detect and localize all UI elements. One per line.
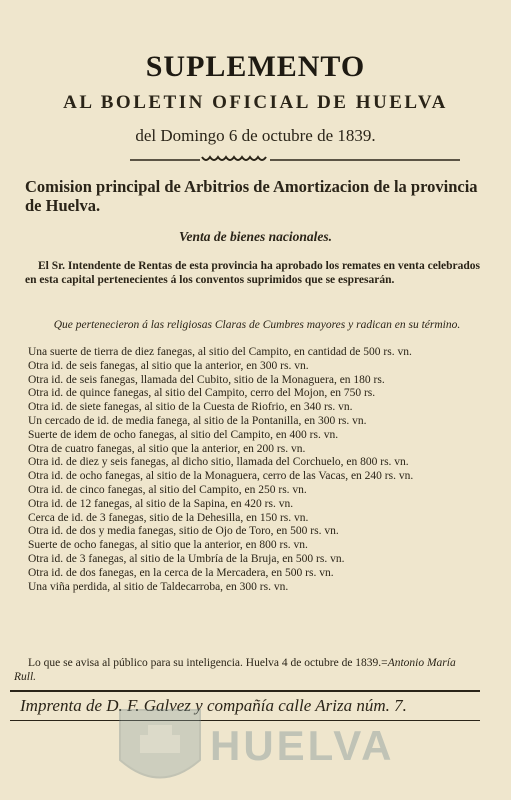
list-item: Otra id. de dos fanegas, en la cerca de la Mercadera, en 500 rs. vn. [28, 566, 334, 579]
list-item: Otra id. de 3 fanegas, al sitio de la Umbría de la Bruja, en 500 rs. vn. [28, 552, 345, 565]
list-item: Otra id. de cinco fanegas, al sitio del Campito, en 250 rs. vn. [28, 483, 307, 496]
closing-paragraph [14, 656, 474, 684]
sale-heading: Venta de bienes nacionales. [178, 229, 332, 244]
list-item: Otra id. de siete fanegas, al sitio de la Cuesta de Riofrio, en 340 rs. vn. [28, 401, 353, 414]
list-item: Otra id. de seis fanegas, al sitio que la anterior, en 300 rs. vn. [28, 359, 309, 372]
list-item: Una viña perdida, al sitio de Taldecarroba, en 300 rs. vn. [28, 580, 289, 593]
divider-rule [10, 690, 480, 692]
signature: Antonio María Rull. [14, 657, 456, 683]
ornament-divider [130, 154, 460, 166]
commission-heading: Comision principal de Arbitrios de Amortizacion de la provincia de Huelva. [25, 177, 478, 215]
list-item: Otra de cuatro fanegas, al sitio que la anterior, en 200 rs. vn. [28, 442, 306, 455]
convent-heading: Que pertenecieron á las religiosas Claras de Cumbres mayores y radican en su término. [53, 319, 461, 331]
closing-text: Lo que se avisa al público para su inteligencia. Huelva 4 de octubre de 1839.= [28, 657, 388, 669]
list-item: Otra id. de 12 fanegas, al sitio de la Sapina, en 420 rs. vn. [28, 497, 294, 510]
list-item: Una suerte de tierra de diez fanegas, al sitio del Campito, en cantidad de 500 rs. vn. [28, 346, 412, 358]
list-item: Otra id. de quince fanegas, al sitio del Campito, cerro del Mojon, en 750 rs. [28, 387, 376, 400]
dateline: del Domingo 6 de octubre de 1839. [135, 126, 376, 145]
list-item: Otra id. de diez y seis fanegas, al dicho sitio, llamada del Corchuelo, en 800 rs. vn. [28, 456, 409, 469]
page-title: SUPLEMENTO [145, 50, 366, 83]
watermark-text: HUELVA [210, 722, 395, 769]
imprint-line: Imprenta de D. F. Galvez y compañía calle Ariza núm. 7. [20, 696, 407, 715]
list-item: Otra id. de dos y media fanegas, sitio de Ojo de Toro, en 500 rs. vn. [28, 525, 339, 538]
property-list [14, 346, 474, 594]
list-item: Otra id. de seis fanegas, llamada del Cubito, sitio de la Monaguera, en 180 rs. [28, 373, 385, 386]
list-item: Suerte de ocho fanegas, al sitio que la anterior, en 800 rs. vn. [28, 539, 308, 552]
intro-paragraph: El Sr. Intendente de Rentas de esta provincia ha aprobado los remates en venta celebrados en esta capital pertenecientes á los conventos suprimidos que se espresarán. [25, 260, 481, 286]
page-subtitle: AL BOLETIN OFICIAL DE HUELVA [63, 92, 448, 113]
list-item: Un cercado de id. de media fanega, al sitio de la Pontanilla, en 300 rs. vn. [28, 414, 367, 427]
list-item: Suerte de idem de ocho fanegas, al sitio del Campito, en 400 rs. vn. [28, 428, 339, 441]
list-item: Cerca de id. de 3 fanegas, sitio de la Dehesilla, en 150 rs. vn. [28, 511, 309, 524]
list-item: Otra id. de ocho fanegas, al sitio de la Monaguera, cerro de las Vacas, en 240 rs. vn. [28, 470, 414, 483]
